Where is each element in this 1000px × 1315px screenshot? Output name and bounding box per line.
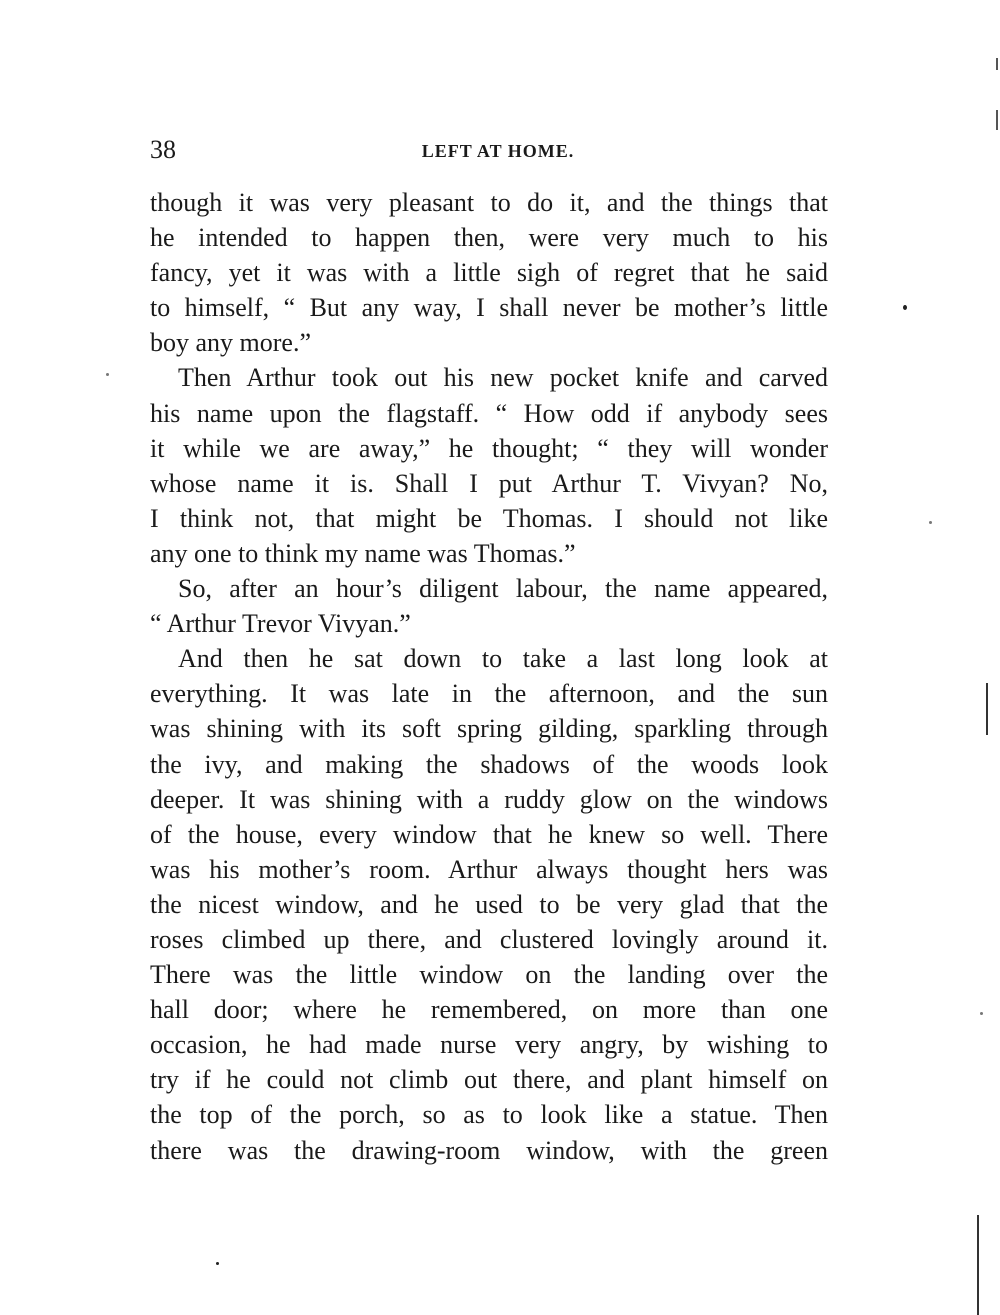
scan-speck <box>903 305 907 310</box>
text-line: try if he could not climb out there, and plant himself on <box>150 1065 828 1095</box>
text-line: his name upon the flagstaff. “ How odd if anybody sees <box>150 398 828 428</box>
text-line: And then he sat down to take a last long look at <box>178 644 828 674</box>
text-line: of the house, every window that he knew so well. There <box>150 819 828 849</box>
text-line: occasion, he had made nurse very angry, by wishing to <box>150 1030 828 1060</box>
scan-mark <box>996 58 998 70</box>
text-line: fancy, yet it was with a little sigh of regret that he said <box>150 258 828 288</box>
text-line: the nicest window, and he used to be very glad that the <box>150 889 828 919</box>
text-line: was his mother’s room. Arthur always thought hers was <box>150 854 828 884</box>
text-line: was shining with its soft spring gilding, sparkling through <box>150 714 828 744</box>
scan-speck <box>106 373 109 376</box>
text-line: whose name it is. Shall I put Arthur T. Vivyan? No, <box>150 468 828 498</box>
scan-mark <box>977 1215 979 1315</box>
scan-mark <box>996 110 998 130</box>
text-line: boy any more.” <box>150 328 312 358</box>
text-line: he intended to happen then, were very much to his <box>150 223 828 253</box>
text-line: hall door; where he remembered, on more than one <box>150 995 828 1025</box>
page-header <box>150 134 828 166</box>
text-line: There was the little window on the landing over the <box>150 960 828 990</box>
text-line: to himself, “ But any way, I shall never be mother’s little <box>150 293 828 323</box>
text-line: any one to think my name was Thomas.” <box>150 538 576 568</box>
text-line: the ivy, and making the shadows of the woods look <box>150 749 828 779</box>
text-line: So, after an hour’s diligent labour, the name appeared, <box>178 574 828 604</box>
body-text <box>150 185 828 1168</box>
scan-mark <box>986 683 988 735</box>
text-line: there was the drawing-room window, with the green <box>150 1135 828 1165</box>
scan-speck <box>929 521 932 524</box>
text-line: deeper. It was shining with a ruddy glow on the windows <box>150 784 828 814</box>
running-title: LEFT AT HOME. <box>421 141 575 161</box>
scan-speck <box>216 1262 219 1265</box>
text-line: roses climbed up there, and clustered lovingly around it. <box>150 924 828 954</box>
text-line: though it was very pleasant to do it, and the things that <box>150 188 828 217</box>
text-line: “ Arthur Trevor Vivyan.” <box>150 609 411 639</box>
text-line: Then Arthur took out his new pocket knife and carved <box>178 363 828 393</box>
page-number: 38 <box>150 135 176 164</box>
text-line: the top of the porch, so as to look like a statue. Then <box>150 1100 828 1130</box>
text-line: I think not, that might be Thomas. I should not like <box>150 503 828 533</box>
text-line: everything. It was late in the afternoon, and the sun <box>150 679 828 709</box>
text-line: it while we are away,” he thought; “ they will wonder <box>150 433 828 463</box>
scan-speck <box>980 1012 983 1015</box>
